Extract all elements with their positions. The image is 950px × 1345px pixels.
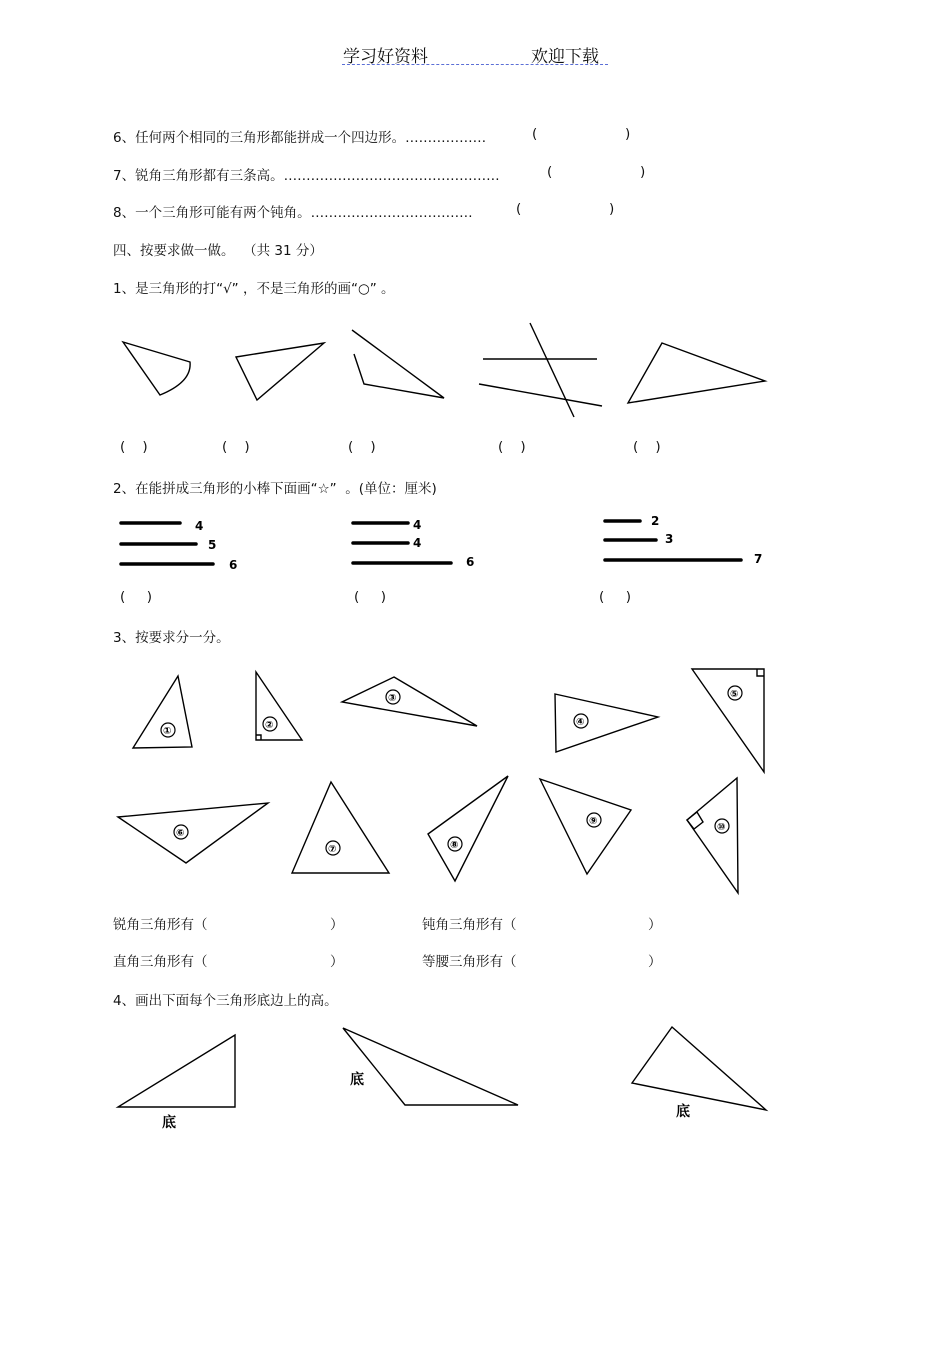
q2-group-1 xyxy=(121,519,237,572)
q1-shape-4 xyxy=(479,323,602,417)
statement-6-open[interactable]: ( xyxy=(532,126,538,142)
q4-triangle-1 xyxy=(118,1035,235,1131)
base-label: 底 xyxy=(350,1072,364,1088)
stick-length: 5 xyxy=(208,538,217,552)
triangle-7 xyxy=(292,782,389,873)
statement-7-close: ) xyxy=(640,164,646,180)
header-right: 欢迎下载 xyxy=(531,47,599,67)
triangle-4 xyxy=(555,694,658,752)
q2-answer-1[interactable]: ( ) xyxy=(120,589,152,605)
q3-prompt: 3、按要求分一分。 xyxy=(113,630,230,646)
q1-answer-2[interactable]: ( ) xyxy=(222,439,250,455)
stick-length: 4 xyxy=(195,519,204,533)
triangle-6 xyxy=(118,803,268,863)
triangle-3 xyxy=(342,677,477,726)
svg-text:⑥: ⑥ xyxy=(176,828,185,839)
svg-text:②: ② xyxy=(265,720,274,731)
q4-triangle-3 xyxy=(632,1027,766,1120)
stick-length: 7 xyxy=(754,552,763,566)
triangle-5 xyxy=(692,669,764,772)
q4-triangle-2 xyxy=(343,1028,518,1105)
statement-8: 8、一个三角形可能有两个钝角。……………………………… xyxy=(113,205,473,221)
category-acute-label: 锐角三角形有（ xyxy=(113,917,208,933)
triangle-9 xyxy=(540,779,631,874)
category-obtuse-close: ） xyxy=(648,917,662,933)
stick-length: 6 xyxy=(229,558,238,572)
q2-prompt: 2、在能拼成三角形的小棒下面画“☆” 。(单位：厘米) xyxy=(113,481,437,497)
q1-shape-1 xyxy=(123,342,190,395)
q1-prompt: 1、是三角形的打“√” ，不是三角形的画“○” 。 xyxy=(113,281,395,297)
statement-6-close: ) xyxy=(625,126,631,142)
statement-7: 7、锐角三角形都有三条高。………………………………………… xyxy=(113,168,500,184)
q1-shape-2 xyxy=(236,343,324,400)
base-label: 底 xyxy=(162,1115,176,1131)
statement-6: 6、任何两个相同的三角形都能拼成一个四边形。……………… xyxy=(113,130,487,146)
stick-length: 6 xyxy=(466,555,475,569)
base-label: 底 xyxy=(676,1104,690,1120)
stick-length: 3 xyxy=(665,532,674,546)
svg-text:⑤: ⑤ xyxy=(730,689,739,700)
category-right-close: ） xyxy=(330,954,344,970)
q1-answer-4[interactable]: ( ) xyxy=(498,439,526,455)
q1-answer-5[interactable]: ( ) xyxy=(633,439,661,455)
svg-text:⑨: ⑨ xyxy=(589,816,598,827)
q4-prompt: 4、画出下面每个三角形底边上的高。 xyxy=(113,993,338,1009)
triangle-8 xyxy=(428,776,508,881)
category-isosceles-close: ） xyxy=(648,954,662,970)
svg-text:⑩: ⑩ xyxy=(717,822,726,833)
stick-length: 2 xyxy=(651,514,660,528)
header-left: 学习好资料 xyxy=(343,47,428,67)
statement-8-close: ) xyxy=(609,201,615,217)
svg-text:③: ③ xyxy=(388,693,397,704)
triangle-10 xyxy=(687,778,738,893)
q1-answer-3[interactable]: ( ) xyxy=(348,439,376,455)
q2-group-3 xyxy=(605,514,762,566)
category-right-label: 直角三角形有（ xyxy=(113,954,208,970)
statement-7-open[interactable]: ( xyxy=(547,164,553,180)
category-isosceles-label: 等腰三角形有（ xyxy=(422,954,517,970)
section-4-title: 四、按要求做一做。 （共 31 分） xyxy=(113,243,323,259)
stick-length: 4 xyxy=(413,536,422,550)
q1-answer-1[interactable]: ( ) xyxy=(120,439,148,455)
q2-group-2 xyxy=(353,518,474,569)
category-obtuse-label: 钝角三角形有（ xyxy=(422,917,517,933)
svg-text:⑦: ⑦ xyxy=(328,844,337,855)
stick-length: 4 xyxy=(413,518,422,532)
q1-shape-3 xyxy=(352,330,444,398)
svg-text:①: ① xyxy=(163,726,172,737)
q2-answer-2[interactable]: ( ) xyxy=(354,589,386,605)
q1-shape-5 xyxy=(628,343,765,403)
triangle-1 xyxy=(133,676,192,748)
svg-text:⑧: ⑧ xyxy=(450,840,459,851)
svg-text:④: ④ xyxy=(576,717,585,728)
statement-8-open[interactable]: ( xyxy=(516,201,522,217)
category-acute-close: ） xyxy=(330,917,344,933)
q2-answer-3[interactable]: ( ) xyxy=(599,589,631,605)
triangle-2 xyxy=(256,672,302,740)
